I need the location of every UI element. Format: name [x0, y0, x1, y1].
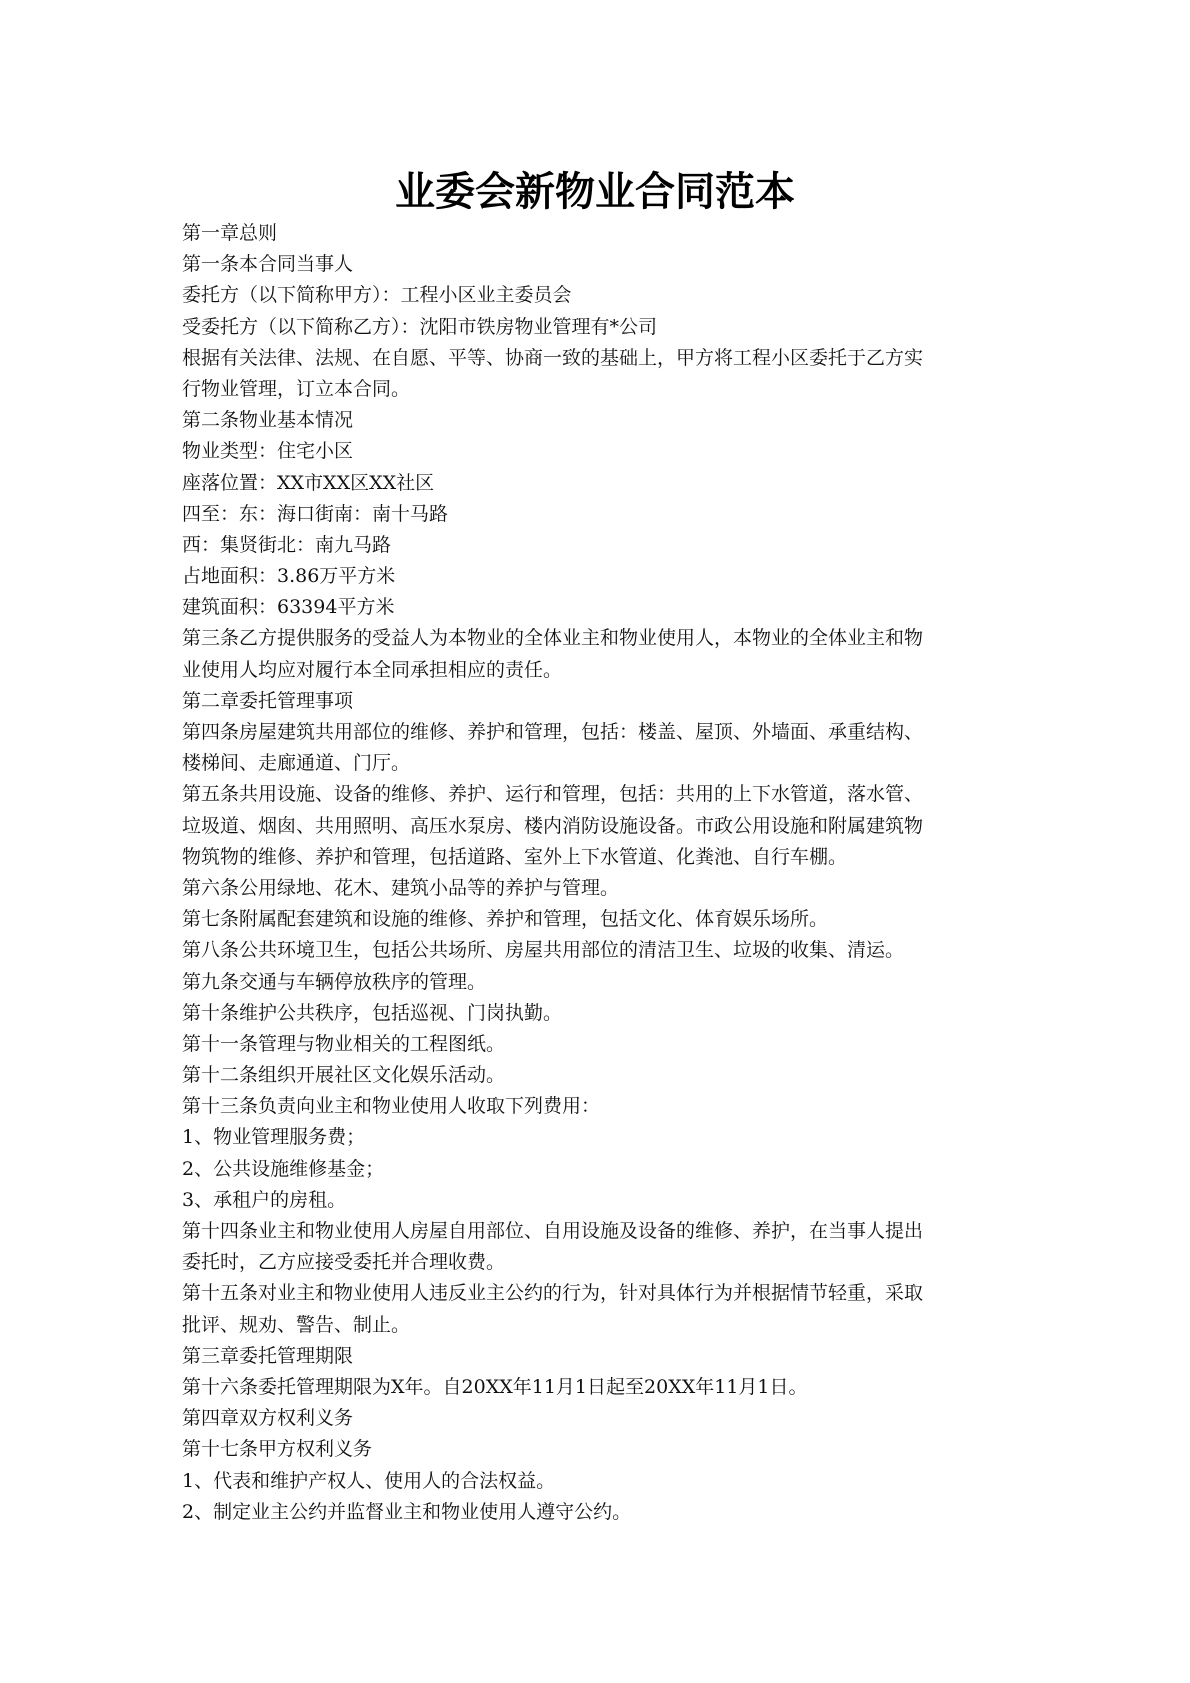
paragraph-line: 第十条维护公共秩序，包括巡视、门岗执勤。 — [182, 1001, 563, 1024]
article-heading: 第二条物业基本情况 — [182, 409, 354, 432]
list-item: 2、制定业主公约并监督业主和物业使用人遵守公约。 — [182, 1500, 632, 1523]
paragraph-line: 受委托方（以下简称乙方）：沈阳市铁房物业管理有*公司 — [182, 315, 658, 338]
paragraph-line: 第七条附属配套建筑和设施的维修、养护和管理，包括文化、体育娱乐场所。 — [182, 908, 829, 931]
paragraph-line: 四至：东：海口街南：南十马路 — [182, 502, 449, 525]
paragraph-line: 座落位置：XX市XX区XX社区 — [182, 471, 435, 494]
paragraph-line: 行物业管理，订立本合同。 — [182, 377, 411, 400]
paragraph-line: 第六条公用绿地、花木、建筑小品等的养护与管理。 — [182, 876, 620, 899]
list-item: 1、代表和维护产权人、使用人的合法权益。 — [182, 1469, 556, 1492]
list-item: 1、物业管理服务费； — [182, 1126, 366, 1149]
paragraph-line: 第十一条管理与物业相关的工程图纸。 — [182, 1032, 506, 1055]
chapter-heading: 第一章总则 — [182, 222, 278, 244]
paragraph-line: 占地面积：3.86万平方米 — [182, 565, 396, 588]
paragraph-line: 第三条乙方提供服务的受益人为本物业的全体业主和物业使用人，本物业的全体业主和物 — [182, 627, 924, 650]
list-item: 3、承租户的房租。 — [182, 1188, 347, 1211]
paragraph-line: 建筑面积：63394平方米 — [182, 596, 395, 619]
paragraph-line: 委托时，乙方应接受委托并合理收费。 — [182, 1251, 506, 1274]
document-title: 业委会新物业合同范本 — [395, 169, 795, 215]
article-heading: 第十七条甲方权利义务 — [182, 1438, 373, 1461]
paragraph-line: 第十五条对业主和物业使用人违反业主公约的行为，针对具体行为并根据情节轻重，采取 — [182, 1282, 924, 1305]
chapter-heading: 第三章委托管理期限 — [182, 1344, 354, 1367]
paragraph-line: 第八条公共环境卫生，包括公共场所、房屋共用部位的清洁卫生、垃圾的收集、清运。 — [182, 939, 905, 962]
paragraph-line: 西：集贤街北：南九马路 — [182, 533, 392, 556]
paragraph-line: 根据有关法律、法规、在自愿、平等、协商一致的基础上，甲方将工程小区委托于乙方实 — [182, 346, 924, 369]
chapter-heading: 第四章双方权利义务 — [182, 1407, 354, 1430]
paragraph-line: 垃圾道、烟囱、共用照明、高压水泵房、楼内消防设施设备。市政公用设施和附属建筑物 — [182, 814, 924, 837]
paragraph-line: 第五条共用设施、设备的维修、养护、运行和管理，包括：共用的上下水管道，落水管、 — [182, 783, 924, 806]
paragraph-line: 第十二条组织开展社区文化娱乐活动。 — [182, 1064, 506, 1087]
paragraph-line: 物筑物的维修、养护和管理，包括道路、室外上下水管道、化粪池、自行车棚。 — [182, 845, 848, 868]
chapter-heading: 第二章委托管理事项 — [182, 689, 354, 712]
paragraph-line: 第十四条业主和物业使用人房屋自用部位、自用设施及设备的维修、养护，在当事人提出 — [182, 1220, 924, 1242]
paragraph-line: 第九条交通与车辆停放秩序的管理。 — [182, 970, 487, 993]
paragraph-line: 第四条房屋建筑共用部位的维修、养护和管理，包括：楼盖、屋顶、外墙面、承重结构、 — [182, 721, 924, 743]
paragraph-line: 物业类型：住宅小区 — [182, 440, 354, 463]
article-heading: 第一条本合同当事人 — [182, 253, 354, 276]
paragraph-line: 委托方（以下简称甲方）：工程小区业主委员会 — [182, 284, 572, 307]
paragraph-line: 第十六条委托管理期限为X年。自20XX年11月1日起至20XX年11月1日。 — [182, 1375, 808, 1398]
paragraph-line: 第十三条负责向业主和物业使用人收取下列费用： — [182, 1095, 601, 1118]
document-body — [182, 218, 1018, 1528]
list-item: 2、公共设施维修基金； — [182, 1157, 385, 1180]
paragraph-line: 楼梯间、走廊通道、门厅。 — [182, 752, 411, 775]
paragraph-line: 业使用人均应对履行本全同承担相应的责任。 — [182, 658, 563, 681]
paragraph-line: 批评、规劝、警告、制止。 — [182, 1313, 411, 1336]
